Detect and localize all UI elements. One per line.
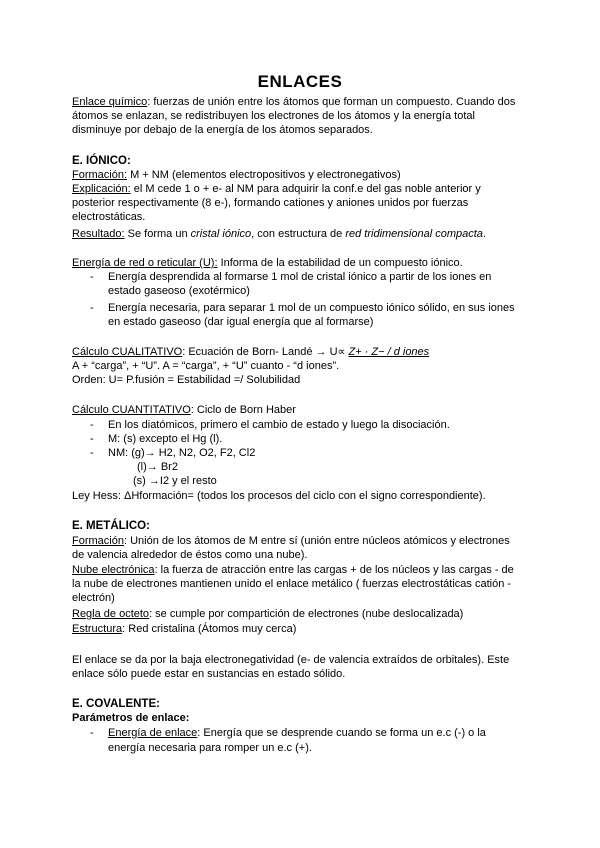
ionico-explicacion-2: posterior respectivamente (8 e-), formando cationes y aniones unidos por fuerzas [72,197,469,209]
born-lande-formula: Z+ · Z− / d iones [348,346,430,358]
cuantitativo-bullet-3: NM: (g)→ H2, N2, O2, F2, Cl2 [108,447,256,459]
calculo-cualitativo: Cálculo CUALITATIVO: Ecuación de Born- Landé → U∝ Z+ · Z− / d iones [72,346,430,358]
term-enlace-quimico: Enlace químico [72,96,148,108]
intro-line-1: Enlace químico: fuerzas de unión entre los átomos que forman un compuesto. Cuando dos [72,96,516,108]
ionico-resultado: Resultado: Se forma un cristal iónico, con estructura de red tridimensional compacta. [72,228,486,240]
ionico-explicacion-3: electrostáticas. [72,211,146,223]
cualitativo-line-3: Orden: U= P.fusión = Estabilidad =/ Solubilidad [72,374,301,386]
cuantitativo-bullet-3a: (l)→ Br2 [137,461,178,473]
intro-line-2: átomos se enlazan, se redistribuyen los electrones de los átomos y la energía total [72,110,475,122]
covalente-energia-1: Energía de enlace: Energía que se desprende cuando se forma un e.c (-) o la [108,727,486,739]
bullet-dash: - [90,302,94,314]
intro-line-3: disminuye por debajo de la energía de los átomos separados. [72,124,373,136]
metalico-nube-1: Nube electrónica: la fuerza de atracción entre las cargas + de los núcleos y las cargas - de [72,564,514,576]
metalico-parrafo-2: enlace sólo puede estar en sustancias en estado sólido. [72,668,346,680]
bullet-dash: - [90,433,94,445]
ley-hess: Ley Hess: ΔHformación= (todos los procesos del ciclo con el signo correspondiente). [72,490,486,502]
metalico-nube-2: la nube de electrones mantienen unido el enlace metálico ( fuerzas electrostáticas catión - [72,578,512,590]
bullet-dash: - [90,447,94,459]
metalico-parrafo-1: El enlace se da por la baja electronegatividad (e- de valencia extraídos de orbitales). Este [72,654,510,666]
metalico-estructura: Estructura: Red cristalina (Átomos muy cerca) [72,623,297,635]
covalente-energia-2: energía necesaria para romper un e.c (+). [108,742,312,754]
metalico-regla-octeto: Regla de octeto: se cumple por compartición de electrones (nube deslocalizada) [72,608,464,620]
bullet-dash: - [90,271,94,283]
cuantitativo-bullet-3b: (s) →I2 y el resto [133,475,217,487]
bullet-dash: - [90,727,94,739]
metalico-nube-3: electrón) [72,592,115,604]
cuantitativo-bullet-2: M: (s) excepto el Hg (l). [108,433,223,445]
calculo-cuantitativo: Cálculo CUANTITATIVO: Ciclo de Born Haber [72,404,296,416]
energia-bullet-2-line-2: en estado gaseoso (dar igual energía que al formarse) [108,316,374,328]
metalico-formacion-1: Formación: Unión de los átomos de M entre sí (unión entre núcleos atómicos y electrones [72,535,510,547]
heading-metalico: E. METÁLICO: [72,520,150,532]
energia-bullet-1-line-2: estado gaseoso (exotérmico) [108,285,250,297]
cualitativo-line-2: A + “carga”, + “U”. A = “carga”, + “U” cuanto - “d iones”. [72,360,340,372]
bullet-dash: - [90,419,94,431]
heading-covalente: E. COVALENTE: [72,698,160,710]
energia-bullet-2-line-1: Energía necesaria, para separar 1 mol de un compuesto iónico sólido, en sus iones [108,302,515,314]
heading-ionico: E. IÓNICO: [72,155,131,167]
document-title: ENLACES [257,72,343,91]
cuantitativo-bullet-1: En los diatómicos, primero el cambio de estado y luego la disociación. [108,419,450,431]
ionico-formacion: Formación: M + NM (elementos electropositivos y electronegativos) [72,169,401,181]
ionico-energia-red: Energía de red o reticular (U): Informa de la estabilidad de un compuesto iónico. [72,257,463,269]
ionico-explicacion-1: Explicación: el M cede 1 o + e- al NM para adquirir la conf.e del gas noble anterior y [72,183,481,195]
energia-bullet-1-line-1: Energía desprendida al formarse 1 mol de cristal iónico a partir de los iones en [108,271,492,283]
parametros-enlace: Parámetros de enlace: [72,712,190,724]
metalico-formacion-2: de valencia alrededor de éstos como una nube). [72,549,308,561]
